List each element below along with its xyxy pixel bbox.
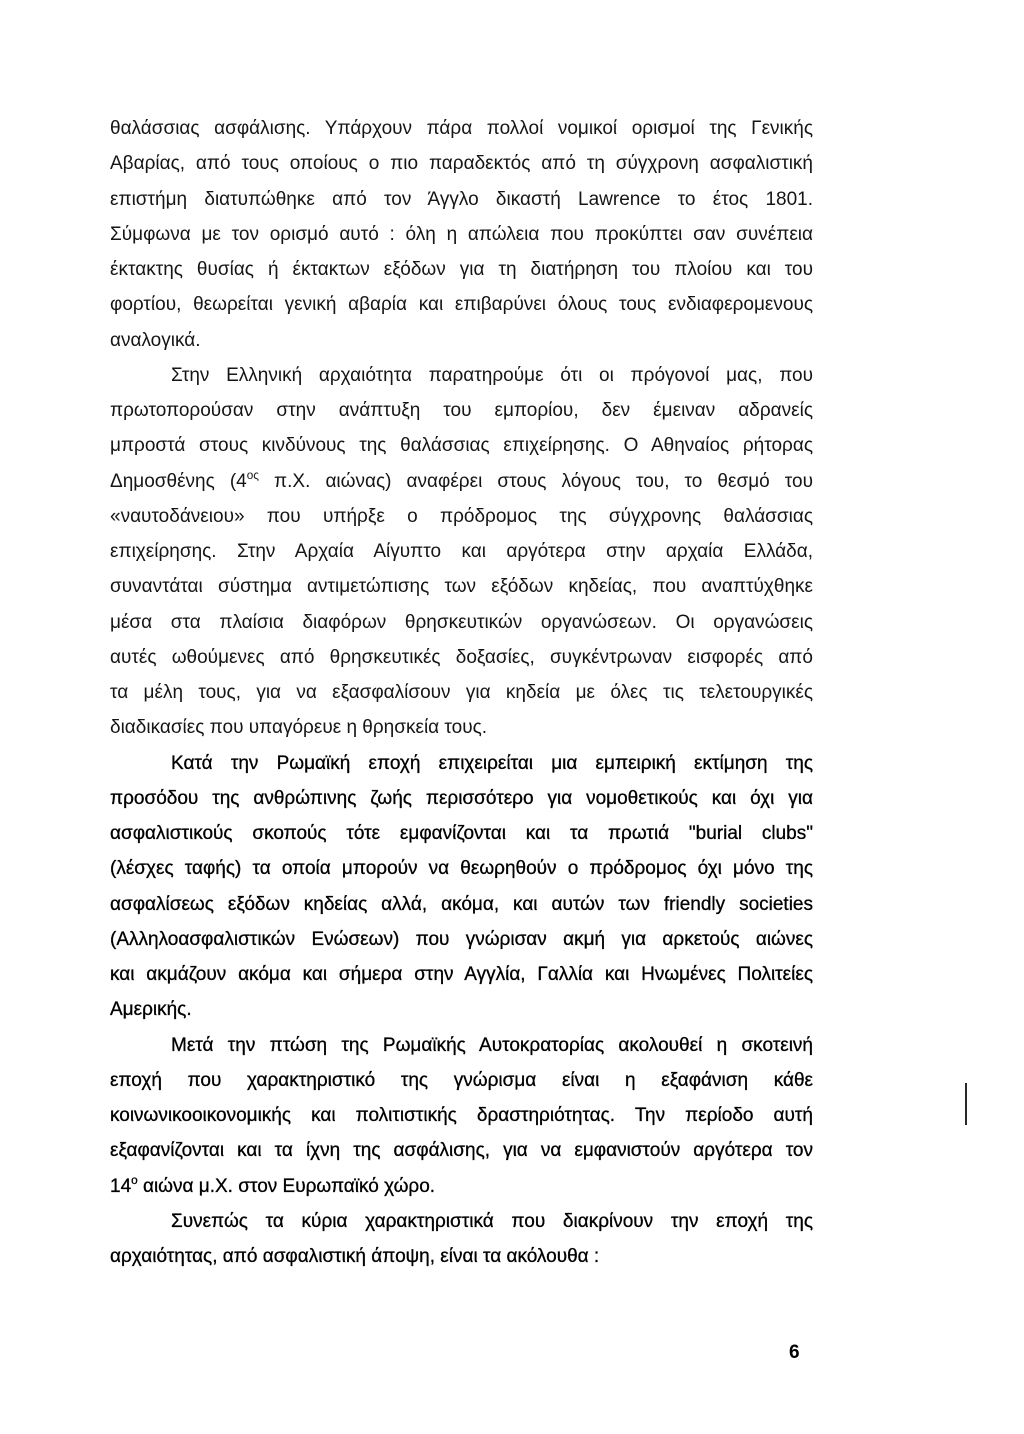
text-line: κοινωνικοοικονομικής και πολιτιστικής δραστηριότητας. Την περίοδο αυτή bbox=[110, 1105, 813, 1126]
text-line: προσόδου της ανθρώπινης ζωής περισσότερο για νομοθετικούς και όχι για bbox=[110, 787, 813, 809]
text-line: και ακμάζουν ακόμα και σήμερα στην Αγγλία, Γαλλία και Ηνωμένες Πολιτείες bbox=[110, 964, 813, 985]
text-line bbox=[110, 464, 813, 499]
text-line: έκτακτης θυσίας ή έκτακτων εξόδων για τη διατήρηση του πλοίου και του bbox=[110, 259, 813, 280]
text-line: επιστήμη διατυπώθηκε από τον Άγγλο δικαστή Lawrence το έτος 1801. bbox=[110, 188, 813, 210]
text-line: «ναυτοδάνειου» που υπήρξε ο πρόδρομος της σύγχρονης θαλάσσιας bbox=[110, 505, 813, 527]
superscript: ο bbox=[131, 1174, 138, 1188]
text-line: Κατά την Ρωμαϊκή εποχή επιχειρείται μια εμπειρική εκτίμηση της bbox=[171, 752, 813, 774]
text-line: πρωτοπορούσαν στην ανάπτυξη του εμπορίου, δεν έμειναν αδρανείς bbox=[110, 400, 813, 421]
text-line: μπροστά στους κινδύνους της θαλάσσιας επιχείρησης. Ο Αθηναίος ρήτορας bbox=[110, 435, 813, 457]
text-run: Δημοσθένης (4 bbox=[110, 470, 247, 492]
paragraph bbox=[110, 1028, 813, 1204]
text-run: αιώνα μ.Χ. στον Ευρωπαϊκό χώρο. bbox=[137, 1175, 436, 1197]
text-line: διαδικασίες που υπαγόρευε η θρησκεία τους. bbox=[110, 717, 488, 739]
body-text bbox=[110, 111, 813, 1274]
text-line: Στην Ελληνική αρχαιότητα παρατηρούμε ότι οι πρόγονοί μας, που bbox=[171, 364, 813, 386]
paragraph bbox=[110, 1204, 813, 1275]
paragraph bbox=[110, 358, 813, 746]
text-line: επιχείρησης. Στην Αρχαία Αίγυπτο και αργότερα στην αρχαία Ελλάδα, bbox=[110, 541, 813, 562]
text-line: Σύμφωνα με τον ορισμό αυτό : όλη η απώλεια που προκύπτει σαν συνέπεια bbox=[110, 223, 813, 245]
paragraph bbox=[110, 746, 813, 1028]
text-line: αναλογικά. bbox=[110, 329, 201, 351]
text-line: εποχή που χαρακτηριστικό της γνώρισμα είναι η εξαφάνιση κάθε bbox=[110, 1069, 813, 1091]
text-line: Αμερικής. bbox=[110, 999, 192, 1021]
page-number: 6 bbox=[789, 1342, 800, 1363]
text-run: π.Χ. αιώνας) αναφέρει στους λόγους του, το θεσμό του bbox=[258, 470, 813, 492]
text-line: φορτίου, θεωρείται γενική αβαρία και επιβαρύνει όλους τους ενδιαφερομενους bbox=[110, 294, 813, 316]
text-run: 14 bbox=[110, 1175, 132, 1197]
text-line: τα μέλη τους, για να εξασφαλίσουν για κηδεία με όλες τις τελετουργικές bbox=[110, 682, 813, 703]
text-line: θαλάσσιας ασφάλισης. Υπάρχουν πάρα πολλοί νομικοί ορισμοί της Γενικής bbox=[110, 118, 813, 139]
text-line: Συνεπώς τα κύρια χαρακτηριστικά που διακρίνουν την εποχή της bbox=[171, 1210, 813, 1232]
text-line: αυτές ωθούμενες από θρησκευτικές δοξασίες, συγκέντρωναν εισφορές από bbox=[110, 646, 813, 668]
superscript: ος bbox=[246, 469, 259, 483]
text-line: συναντάται σύστημα αντιμετώπισης των εξόδων κηδείας, που αναπτύχθηκε bbox=[110, 576, 813, 598]
text-line: ασφαλίσεως εξόδων κηδείας αλλά, ακόμα, και αυτών των friendly societies bbox=[110, 893, 813, 915]
text-line: Μετά την πτώση της Ρωμαϊκής Αυτοκρατορίας ακολουθεί η σκοτεινή bbox=[171, 1034, 813, 1056]
text-line: (Αλληλοασφαλιστικών Ενώσεων) που γνώρισαν ακμή για αρκετούς αιώνες bbox=[110, 928, 813, 950]
paragraph bbox=[110, 111, 813, 358]
text-line: μέσα στα πλαίσια διαφόρων θρησκευτικών οργανώσεων. Οι οργανώσεις bbox=[110, 611, 813, 633]
text-line: ασφαλιστικούς σκοπούς τότε εμφανίζονται και τα πρωτιά "burial clubs" bbox=[110, 823, 813, 844]
text-line: εξαφανίζονται και τα ίχνη της ασφάλισης, για να εμφανιστούν αργότερα τον bbox=[110, 1140, 813, 1162]
text-line bbox=[110, 1169, 813, 1204]
text-line: Αβαρίας, από τους οποίους ο πιο παραδεκτός από τη σύγχρονη ασφαλιστική bbox=[110, 153, 813, 175]
margin-mark bbox=[965, 1083, 967, 1125]
text-line: αρχαιότητας, από ασφαλιστική άποψη, είναι τα ακόλουθα : bbox=[110, 1246, 600, 1267]
text-line: (λέσχες ταφής) τα οποία μπορούν να θεωρηθούν ο πρόδρομος όχι μόνο της bbox=[110, 858, 813, 880]
